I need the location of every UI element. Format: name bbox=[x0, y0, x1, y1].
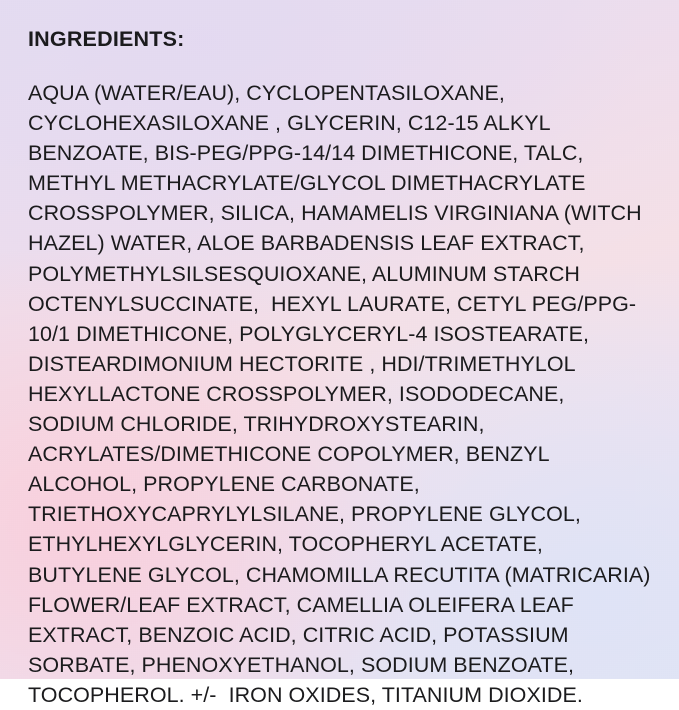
ingredients-body-text: AQUA (WATER/EAU), CYCLOPENTASILOXANE, CYCLOHEXASILOXANE , GLYCERIN, C12-15 ALKYL BENZOATE, BIS-PEG/PPG-14/14 DIMETHICONE, TALC, METHYL METHACRYLATE/GLYCOL DIMETHACRYLATE CROSSPOLYMER, SILICA, HAMAMELIS VIRGINIANA (WITCH HAZEL) WATER, ALOE BARBADENSIS LEAF EXTRACT, POLYMETHYLSILSESQUIOXANE, ALUMINUM STARCH OCTENYLSUCCINATE, HEXYL LAURATE, CETYL PEG/PPG-10/1 DIMETHICONE, POLYGLYCERYL-4 ISOSTEARATE, DISTEARDIMONIUM HECTORITE , HDI/TRIMETHYLOL HEXYLLACTONE CROSSPOLYMER, ISODODECANE, SODIUM CHLORIDE, TRIHYDROXYSTEARIN, ACRYLATES/DIMETHICONE COPOLYMER, BENZYL ALCOHOL, PROPYLENE CARBONATE, TRIETHOXYCAPRYLYLSILANE, PROPYLENE GLYCOL, ETHYLHEXYLGLYCERIN, TOCOPHERYL ACETATE, BUTYLENE GLYCOL, CHAMOMILLA RECUTITA (MATRICARIA) FLOWER/LEAF EXTRACT, CAMELLIA OLEIFERA LEAF EXTRACT, BENZOIC ACID, CITRIC ACID, POTASSIUM SORBATE, PHENOXYETHANOL, SODIUM BENZOATE, TOCOPHEROL. +/- IRON OXIDES, TITANIUM DIOXIDE. bbox=[28, 81, 657, 707]
page-title: INGREDIENTS: bbox=[28, 27, 185, 51]
